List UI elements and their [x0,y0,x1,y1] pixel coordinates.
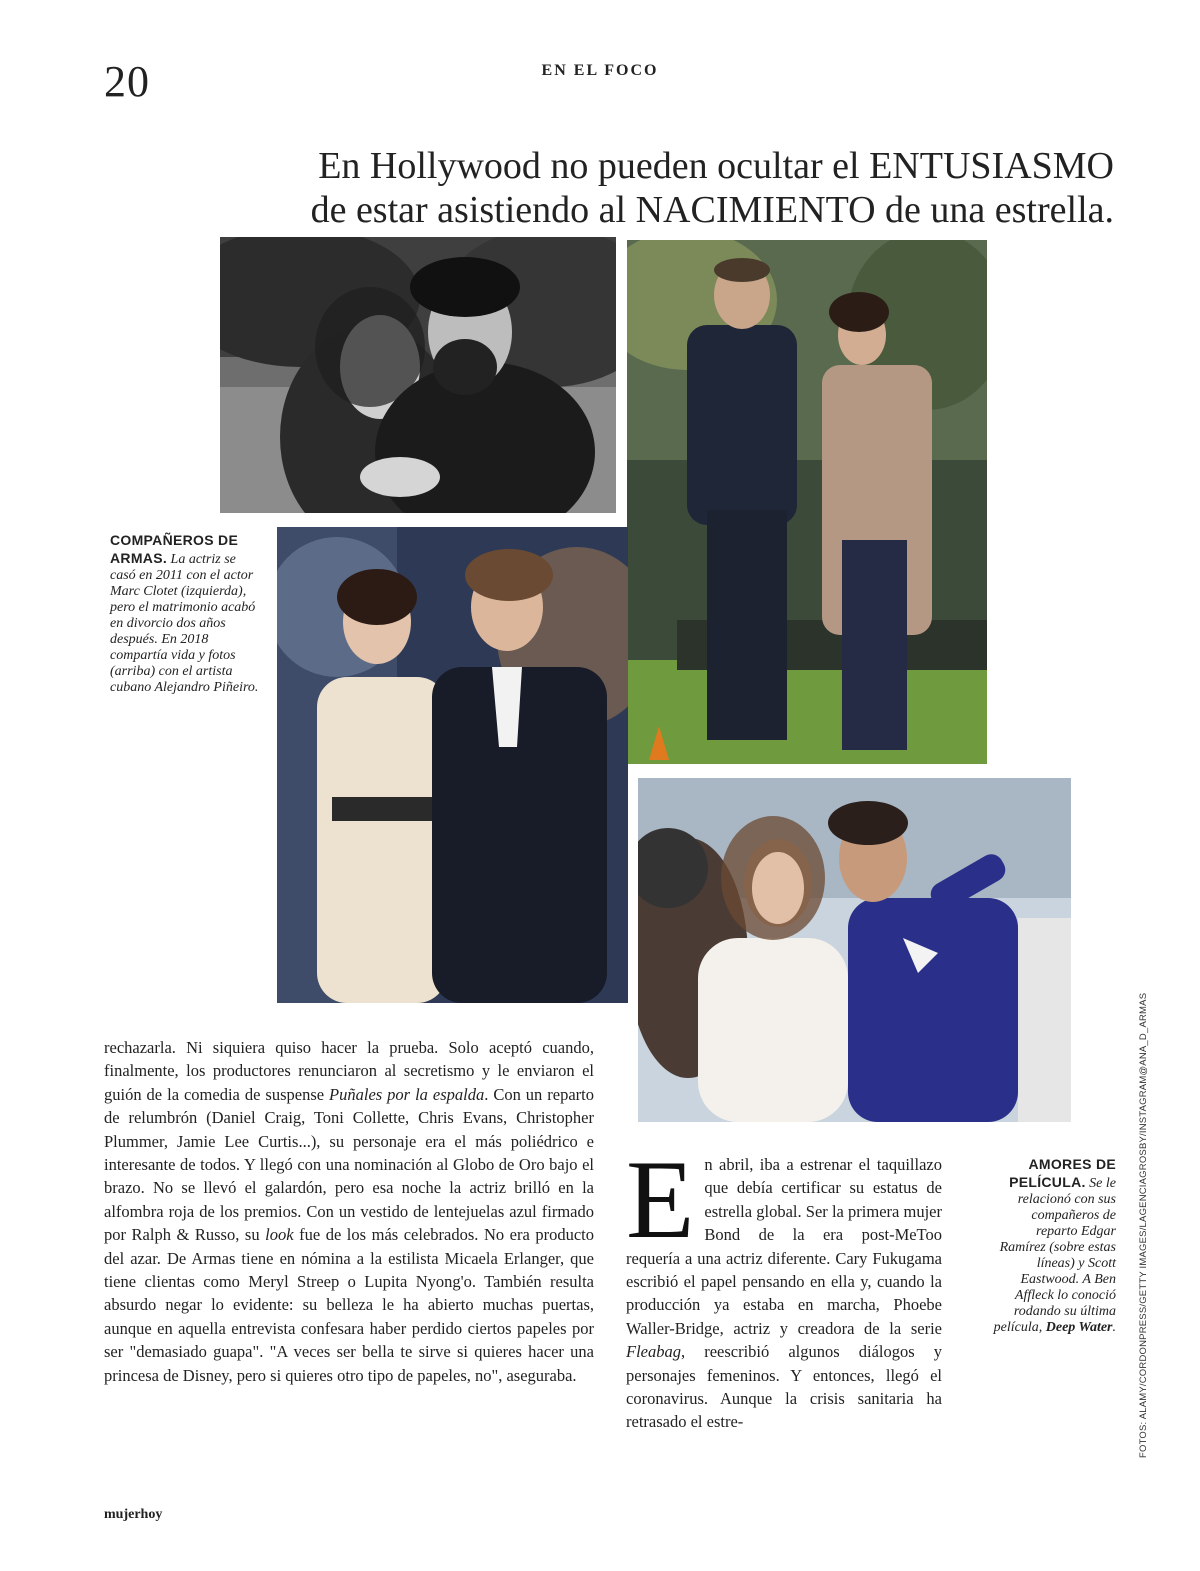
headline-text: de estar asistiendo al [310,189,636,231]
photo-couple-on-set [627,240,987,764]
article-text: . Con un reparto de relumbrón (Daniel Craig, Toni Collette, Chris Evans, Christopher Plummer, Jamie Lee Curtis...), su personaje era el más poliédrico e interesante de todos. Y llegó con una nominación al Globo de Oro bajo el brazo. No se llevó el galardón, pero esa noche la actriz brilló en la alfombra roja de los premios. Con un vestido de lentejuelas azul firmado por Ralph & Russo, su [104,1084,594,1245]
photo-couple-red-carpet [277,527,628,1003]
article-emphasis: look [265,1225,294,1245]
article-emphasis: Fleabag [626,1342,681,1362]
article-column-2 [626,1138,942,1434]
caption-text: La actriz se casó en 2011 con el actor Marc Clotet (izquierda), pero el matrimonio acabó en divorcio dos años después. En 2018 compartía vida y fotos (arriba) con el artista cubano Alejandro Piñeiro. [110,552,259,695]
photo-credit [1124,992,1149,1458]
caption-lead: COMPAÑEROS DE ARMAS. [110,532,239,566]
photo-couple-bw [220,237,616,513]
photo-credit-text: FOTOS: ALAMY/CORDONPRESS/GETTY IMAGES/LAGENCIAGROSBY/INSTAGRAM@ANA_D_ARMAS [1138,992,1149,1458]
page-number: 20 [104,57,150,106]
caption-lead: AMORES DE PELÍCULA. [1009,1156,1116,1190]
caption-film-title: Deep Water [1045,1320,1113,1335]
headline-text: En Hollywood no pueden ocultar el [318,145,870,187]
headline [254,144,1114,232]
magazine-footer: mujerhoy [104,1507,163,1522]
article-text: n abril, iba a estrenar el taquillazo que debía certificar su estatus de estrella global. Ser la primera mujer Bond de la era post-MeToo requería a una actriz diferente. Cary Fukugama escribió el papel pensando en ella y, cuando la producción ya estaba en marcha, Phoebe Waller-Bridge, actriz y creadora de la serie [626,1155,942,1338]
drop-cap: E [626,1138,695,1262]
article-text: fue de los más celebrados. No era producto del azar. De Armas tiene en nómina a la estilista Micaela Erlanger, que tiene clientas como Meryl Streep o Lupita Nyong'o. También resulta absurdo negar lo evidente: su belleza le ha abierto muchas puertas, aunque en aquella entrevista confesara haber perdido ciertos papeles por ser "demasiado guapa". "A veces ser bella te sirve si quieres hacer una princesa de Disney, pero si quieres otro tipo de papeles, no", aseguraba. [104,1225,594,1385]
headline-emphasis: ENTUSIASMO [869,145,1114,187]
article-emphasis: Puñales por la espalda [329,1084,485,1104]
photo-couple-festival [638,778,1071,1122]
article-text: rechazarla. Ni siquiera quiso hacer la prueba. Solo aceptó cuando, finalmente, los productores renunciaron al secretismo y le enviaron el guión de la comedia de suspense [104,1038,594,1104]
article-text: , reescribió algunos diálogos y personajes femeninos. Y entonces, llegó el coronavirus. Aunque la crisis sanitaria ha retrasado el estre- [626,1342,942,1432]
article-column-1 [104,1036,594,1387]
caption-text: Se le relacionó con sus compañeros de reparto Edgar Ramírez (sobre estas líneas) y Scott Eastwood. A Ben Affleck lo conoció rodando su última película, [993,1176,1116,1335]
headline-emphasis: NACIMIENTO [635,189,876,231]
headline-text: de una estrella. [875,189,1114,231]
caption-amores [990,1156,1116,1336]
section-title: EN EL FOCO [541,62,659,79]
caption-companeros [110,532,260,696]
caption-text-end: . [1112,1320,1116,1335]
